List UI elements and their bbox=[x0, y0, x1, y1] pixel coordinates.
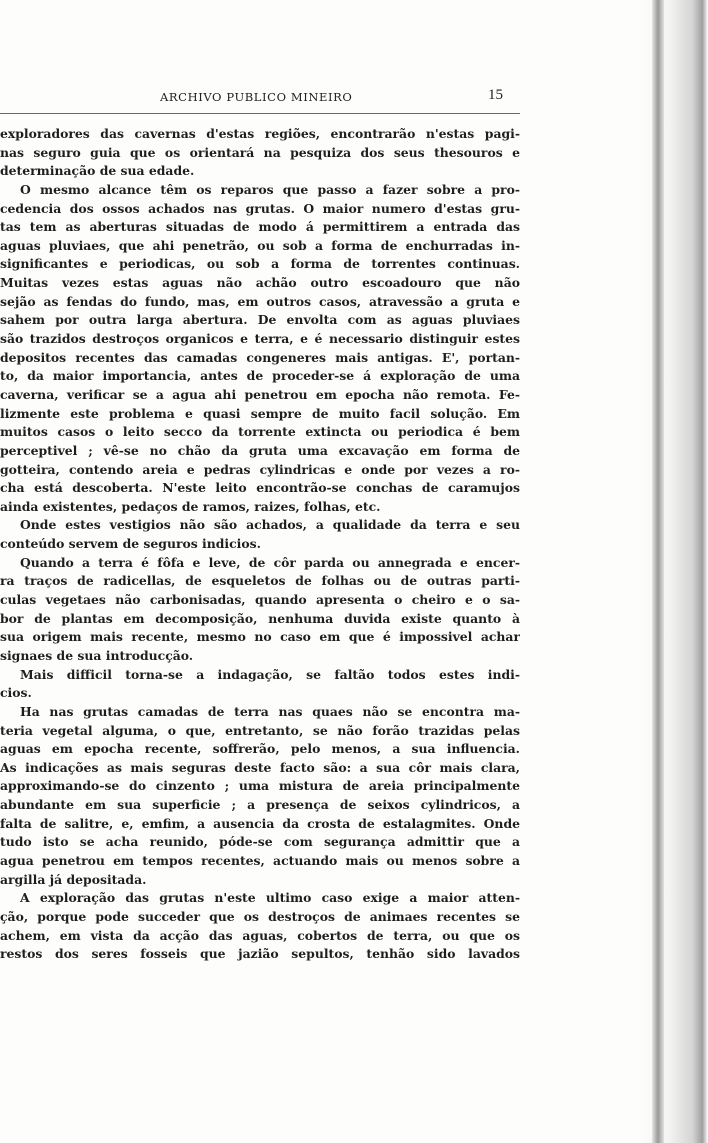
text-line: ainda existentes, pedaços de ramos, raizes, folhas, etc. bbox=[0, 498, 381, 514]
text-line: bor de plantas em decomposição, nenhuma duvida existe quanto à bbox=[0, 610, 520, 626]
text-line: exploradores das cavernas d'estas regiões, encontrarão n'estas pagi- bbox=[0, 126, 520, 141]
text-line: restos dos seres fosseis que jazião sepultos, tenhão sido lavados bbox=[0, 946, 520, 962]
text-line: Onde estes vestigios não são achados, a qualidade da terra e seu bbox=[20, 517, 520, 533]
text-line: ra traços de radicellas, de esqueletos de folhas ou de outras parti- bbox=[0, 573, 520, 589]
text-line: argilla já depositada. bbox=[0, 871, 147, 887]
text-line: perceptivel ; vê-se no chão da gruta uma excavação em forma de bbox=[0, 442, 520, 458]
text-line: gotteira, contendo areia e pedras cylindricas e onde por vezes a ro- bbox=[0, 461, 520, 477]
text-line: abundante em sua superficie ; a presença de seixos cylindricos, a bbox=[0, 797, 520, 813]
text-line: to, da maior importancia, antes de proceder-se á exploração de uma bbox=[0, 368, 520, 384]
text-line: lizmente este problema e quasi sempre de muito facil solução. Em bbox=[0, 405, 520, 421]
page-number: 15 bbox=[488, 87, 503, 103]
text-line: culas vegetaes não carbonisadas, quando apresenta o cheiro e o sa- bbox=[0, 592, 520, 608]
text-line: nas seguro guia que os orientará na pesquiza dos seus thesouros e bbox=[0, 144, 520, 160]
text-line: cios. bbox=[0, 685, 32, 701]
text-line: Quando a terra é fôfa e leve, de côr parda ou annegrada e encer- bbox=[20, 554, 520, 570]
text-line: sua origem mais recente, mesmo no caso em que é impossivel achar bbox=[0, 629, 520, 645]
text-line: tudo isto se acha reunido, póde-se com segurança admittir que a bbox=[0, 834, 520, 850]
binding-shadow bbox=[638, 0, 708, 1143]
text-line: aguas pluviaes, que ahi penetrão, ou sob a forma de enchurradas in- bbox=[0, 237, 520, 253]
text-line: significantes e periodicas, ou sob a forma de torrentes continuas. bbox=[0, 256, 520, 272]
header-rule bbox=[0, 113, 520, 114]
text-line: sahem por outra larga abertura. De envolta com as aguas pluviaes bbox=[0, 312, 520, 328]
text-line: tas tem as aberturas situadas de modo á permittirem a entrada das bbox=[0, 219, 520, 235]
text-line: conteúdo servem de seguros indicios. bbox=[0, 536, 261, 552]
text-line: são trazidos destroços organicos e terra, e é necessario distinguir estes bbox=[0, 331, 520, 347]
text-line: muitos casos o leito secco da torrente extincta ou periodica é bem bbox=[0, 424, 520, 440]
text-line: teria vegetal alguma, o que, entretanto, se não forão trazidas pelas bbox=[0, 722, 520, 738]
text-line: agua penetrou em tempos recentes, actuando mais ou menos sobre a bbox=[0, 852, 520, 868]
text-line: Ha nas grutas camadas de terra nas quaes não se encontra ma- bbox=[20, 703, 520, 719]
running-title: ARCHIVO PUBLICO MINEIRO bbox=[160, 90, 353, 104]
text-line: Mais difficil torna-se a indagação, se faltão todos estes indi- bbox=[20, 666, 520, 682]
text-line: depositos recentes das camadas congeneres mais antigas. E', portan- bbox=[0, 349, 520, 365]
text-line: O mesmo alcance têm os reparos que passo a fazer sobre a pro- bbox=[20, 181, 520, 197]
text-line: falta de salitre, e, emfim, a ausencia da crosta de estalagmites. Onde bbox=[0, 815, 520, 831]
text-line: approximando-se do cinzento ; uma mistura de areia principalmente bbox=[0, 778, 520, 794]
text-line: cedencia dos ossos achados nas grutas. O maior numero d'estas gru- bbox=[0, 200, 520, 216]
text-line: ção, porque pode succeder que os destroços de animaes recentes se bbox=[0, 908, 520, 924]
text-line: Muitas vezes estas aguas não achão outro escoadouro que não bbox=[0, 275, 520, 291]
text-line: caverna, verificar se a agua ahi penetrou em epocha não remota. Fe- bbox=[0, 386, 520, 402]
text-line: aguas em epocha recente, soffrerão, pelo menos, a sua influencia. bbox=[0, 741, 520, 757]
body-text bbox=[0, 125, 520, 964]
text-line: sejão as fendas do fundo, mas, em outros casos, atravessão a gruta e bbox=[0, 293, 520, 309]
text-line: As indicações as mais seguras deste facto são: a sua côr mais clara, bbox=[0, 759, 520, 775]
text-line: signaes de sua introducção. bbox=[0, 647, 194, 663]
binding-edge bbox=[652, 0, 664, 1143]
text-line: achem, em vista da acção das aguas, cobertos de terra, ou que os bbox=[0, 927, 520, 943]
text-line: A exploração das grutas n'este ultimo caso exige a maior atten- bbox=[20, 890, 520, 906]
text-line: cha está descoberta. N'este leito encontrão-se conchas de caramujos bbox=[0, 480, 520, 496]
text-line: determinação de sua edade. bbox=[0, 163, 195, 179]
page-header bbox=[0, 87, 640, 106]
